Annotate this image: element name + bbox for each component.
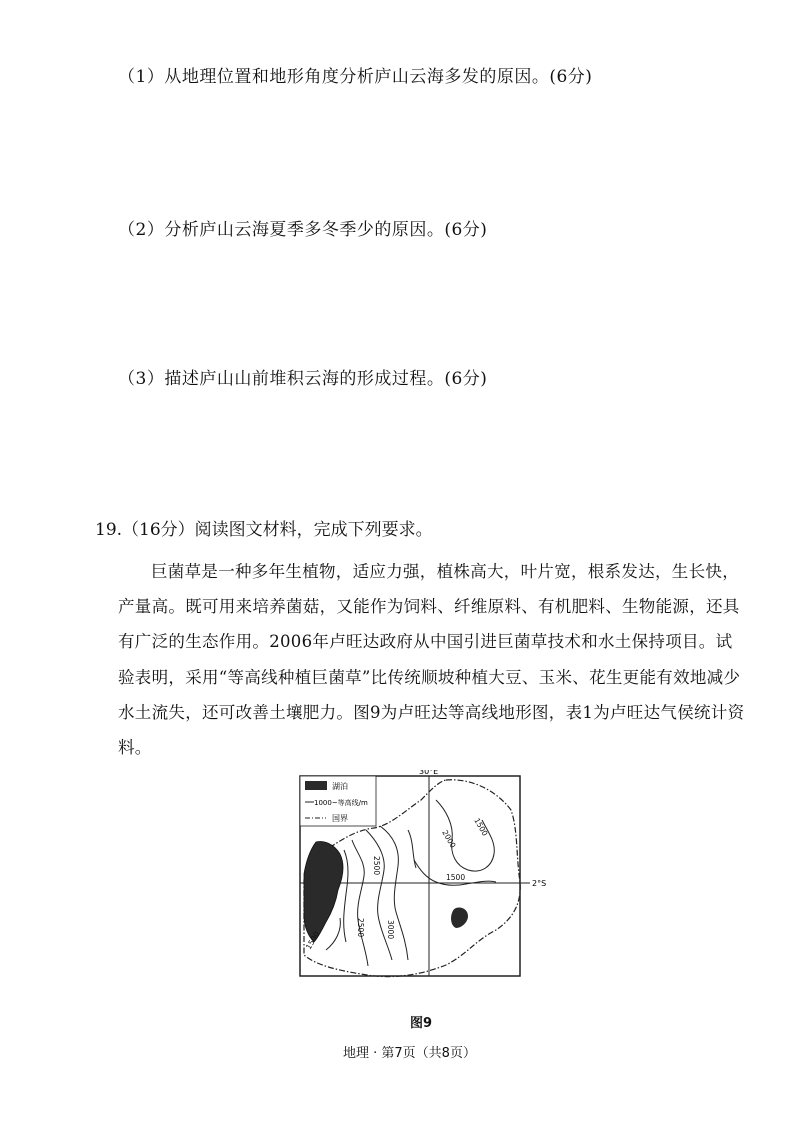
question-2: （2）分析庐山云海夏季多冬季少的原因。(6分) — [118, 220, 488, 240]
question-1: （1）从地理位置和地形角度分析庐山云海多发的原因。(6分) — [118, 67, 593, 87]
page-footer: 地理 · 第7页（共8页） — [343, 1046, 476, 1061]
contour-label: 2000 — [440, 828, 458, 850]
rwanda-contour-map — [296, 770, 556, 982]
question-19-material — [118, 554, 748, 765]
lon-label: 30°E — [419, 770, 439, 776]
material-paragraph: 巨菌草是一种多年生植物，适应力强，植株高大，叶片宽，根系发达，生长快，产量高。既可用来培养菌菇，又能作为饲料、纤维原料、有机肥料、生物能源，还具有广泛的生态作用。2006年卢旺达政府从中国引进巨菌草技术和水土保持项目。试验表明，采用“等高线种植巨菌草”比传统顺坡种植大豆、玉米、花生更能有效地减少水土流失，还可改善土壤肥力。图9为卢旺达等高线地形图，表1为卢旺达气侯统计资料。 — [118, 562, 745, 758]
contour-label: 3000 — [386, 920, 395, 940]
contour-label: 1500 — [472, 816, 490, 838]
contour-label: 1500 — [446, 873, 466, 882]
legend-lake-swatch — [305, 781, 327, 790]
contour-label: 2500 — [372, 856, 381, 876]
legend-lake-label: 湖泊 — [332, 782, 348, 791]
map-legend — [300, 776, 376, 826]
contour-label: 2500 — [356, 918, 365, 938]
question-19-header: 19.（16分）阅读图文材料，完成下列要求。 — [95, 520, 433, 540]
figure-caption: 图9 — [410, 1016, 433, 1031]
legend-border-label: 国界 — [332, 814, 348, 823]
lat-label: 2°S — [532, 879, 547, 888]
legend-contour-label: 1000~等高线/m — [314, 799, 368, 807]
contour-label: 1500 — [303, 929, 322, 951]
map-svg — [296, 770, 556, 982]
question-3: （3）描述庐山山前堆积云海的形成过程。(6分) — [118, 369, 488, 389]
